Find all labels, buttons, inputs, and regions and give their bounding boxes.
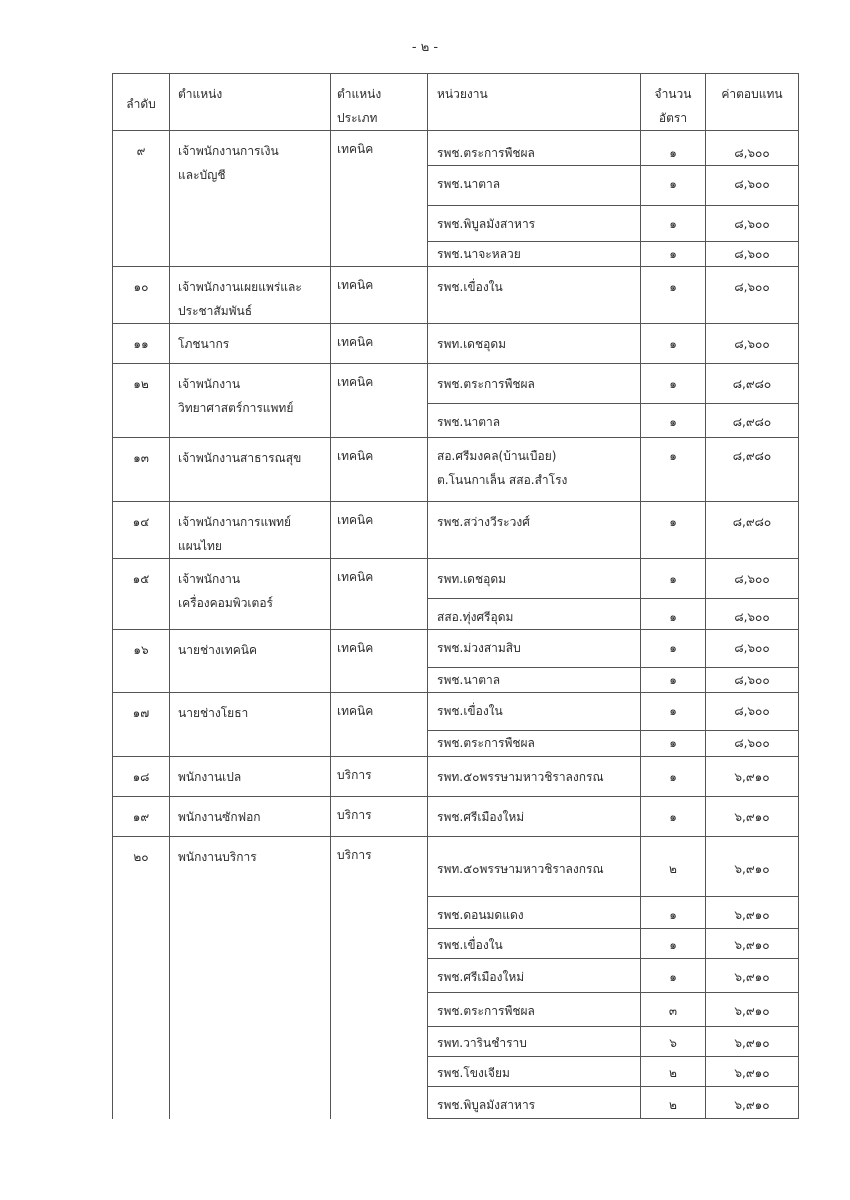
cell-unit	[428, 731, 641, 757]
cell-wage: ๘,๖๐๐	[706, 559, 799, 599]
cell-type: เทคนิค	[331, 131, 428, 267]
cell-wage: ๘,๖๐๐	[706, 630, 799, 668]
cell-unit	[428, 797, 641, 837]
position-line: เครื่องคอมพิวเตอร์	[178, 596, 273, 610]
unit-line: รพท.เดชอุดม	[437, 337, 507, 351]
cell-unit	[428, 959, 641, 993]
cell-no: ๑๐	[113, 267, 170, 324]
cell-unit	[428, 267, 641, 324]
cell-wage: ๖,๙๑๐	[706, 897, 799, 929]
cell-wage: ๖,๙๑๐	[706, 959, 799, 993]
cell-type: เทคนิค	[331, 693, 428, 757]
cell-wage: ๘,๖๐๐	[706, 242, 799, 267]
cell-no: ๑๘	[113, 757, 170, 797]
unit-line: รพช.นาตาล	[437, 673, 501, 687]
cell-wage: ๘,๖๐๐	[706, 599, 799, 630]
page-number: - ๒ -	[411, 40, 439, 55]
header-type-line: ประเภท	[337, 111, 378, 125]
position-line: นายช่างเทคนิค	[178, 643, 257, 657]
cell-unit	[428, 1087, 641, 1119]
cell-quota: ๑	[641, 242, 706, 267]
cell-no: ๑๓	[113, 438, 170, 502]
cell-unit	[428, 630, 641, 668]
position-line: วิทยาศาสตร์การแพทย์	[178, 401, 294, 415]
cell-quota: ๑	[641, 731, 706, 757]
table-row	[113, 797, 799, 837]
position-line: เจ้าพนักงานสาธารณสุข	[178, 451, 302, 465]
cell-unit	[428, 404, 641, 438]
cell-position	[170, 267, 331, 324]
cell-type: บริการ	[331, 757, 428, 797]
cell-quota: ๑	[641, 897, 706, 929]
position-line: ประชาสัมพันธ์	[178, 304, 253, 318]
header-type	[331, 74, 428, 131]
cell-wage: ๘,๖๐๐	[706, 324, 799, 364]
unit-line: รพท.เดชอุดม	[437, 572, 507, 586]
cell-quota: ๒	[641, 1057, 706, 1087]
cell-quota: ๑	[641, 668, 706, 693]
table-row	[113, 324, 799, 364]
unit-line: รพท.๕๐พรรษามหาวชิราลงกรณ	[437, 770, 604, 784]
unit-line: รพช.ศรีเมืองใหม่	[437, 810, 525, 824]
cell-wage: ๘,๖๐๐	[706, 267, 799, 324]
header-type-line: ตำแหน่ง	[337, 87, 382, 101]
table-row	[113, 438, 799, 502]
cell-no: ๑๑	[113, 324, 170, 364]
unit-line: รพช.ดอนมดแดง	[437, 908, 524, 922]
position-line: เจ้าพนักงานการแพทย์	[178, 515, 292, 529]
cell-quota: ๑	[641, 599, 706, 630]
position-line: แผนไทย	[178, 539, 222, 553]
cell-no: ๑๕	[113, 559, 170, 630]
cell-unit	[428, 837, 641, 897]
unit-line: รพช.เขื่องใน	[437, 704, 503, 718]
cell-unit	[428, 166, 641, 206]
cell-no: ๒๐	[113, 837, 170, 1119]
unit-line: รพช.ตระการพืชผล	[437, 377, 535, 391]
unit-line: ต.โนนกาเล็น สสอ.สำโรง	[437, 473, 568, 487]
cell-no: ๙	[113, 131, 170, 267]
cell-wage: ๖,๙๑๐	[706, 1027, 799, 1057]
table-row	[113, 502, 799, 559]
position-line: พนักงานบริการ	[178, 850, 257, 864]
cell-position	[170, 797, 331, 837]
cell-no: ๑๖	[113, 630, 170, 693]
header-position: ตำแหน่ง	[170, 74, 331, 131]
unit-line: รพช.พิบูลมังสาหาร	[437, 217, 536, 231]
unit-line: รพช.นาตาล	[437, 177, 501, 191]
table-row	[113, 630, 799, 668]
cell-unit	[428, 693, 641, 731]
cell-unit	[428, 206, 641, 242]
cell-quota: ๑	[641, 404, 706, 438]
cell-wage: ๖,๙๑๐	[706, 1087, 799, 1119]
table-row	[113, 364, 799, 404]
cell-quota: ๑	[641, 267, 706, 324]
unit-line: รพช.ม่วงสามสิบ	[437, 641, 521, 655]
cell-quota: ๓	[641, 993, 706, 1027]
cell-quota: ๖	[641, 1027, 706, 1057]
cell-wage: ๖,๙๑๐	[706, 837, 799, 897]
cell-wage: ๘,๖๐๐	[706, 166, 799, 206]
cell-type: บริการ	[331, 797, 428, 837]
cell-position	[170, 364, 331, 438]
unit-line: รพช.นาจะหลวย	[437, 247, 521, 261]
cell-position	[170, 438, 331, 502]
cell-wage: ๖,๙๑๐	[706, 993, 799, 1027]
unit-line: รพท.วารินชำราบ	[437, 1036, 527, 1050]
cell-position	[170, 324, 331, 364]
cell-position	[170, 837, 331, 1119]
position-line: โภชนากร	[178, 337, 230, 351]
table-header-row	[113, 74, 799, 131]
cell-wage: ๘,๙๘๐	[706, 404, 799, 438]
position-line: เจ้าพนักงานเผยแพร่และ	[178, 280, 302, 294]
cell-quota: ๑	[641, 438, 706, 502]
cell-quota: ๑	[641, 324, 706, 364]
cell-unit	[428, 668, 641, 693]
cell-wage: ๘,๖๐๐	[706, 131, 799, 166]
unit-line: รพช.สว่างวีระวงศ์	[437, 515, 530, 529]
header-quota-line: อัตรา	[658, 111, 688, 125]
cell-unit	[428, 1057, 641, 1087]
cell-position	[170, 693, 331, 757]
unit-line: รพช.พิบูลมังสาหาร	[437, 1098, 536, 1112]
cell-quota: ๑	[641, 131, 706, 166]
table-row	[113, 837, 799, 897]
cell-no: ๑๔	[113, 502, 170, 559]
cell-quota: ๑	[641, 559, 706, 599]
cell-wage: ๘,๖๐๐	[706, 731, 799, 757]
header-quota	[641, 74, 706, 131]
position-line: และบัญชี	[178, 168, 226, 182]
position-line: พนักงานซักฟอก	[178, 810, 261, 824]
cell-quota: ๒	[641, 837, 706, 897]
position-line: นายช่างโยธา	[178, 706, 249, 720]
cell-type: เทคนิค	[331, 267, 428, 324]
cell-quota: ๑	[641, 959, 706, 993]
cell-position	[170, 502, 331, 559]
cell-unit	[428, 897, 641, 929]
position-line: พนักงานเปล	[178, 770, 242, 784]
table-row	[113, 267, 799, 324]
cell-no: ๑๙	[113, 797, 170, 837]
cell-quota: ๑	[641, 757, 706, 797]
unit-line: สสอ.ทุ่งศรีอุดม	[437, 610, 514, 624]
cell-wage: ๘,๖๐๐	[706, 693, 799, 731]
cell-unit	[428, 502, 641, 559]
cell-quota: ๑	[641, 502, 706, 559]
cell-unit	[428, 242, 641, 267]
header-wage: ค่าตอบแทน	[706, 74, 799, 131]
cell-position	[170, 630, 331, 693]
cell-quota: ๒	[641, 1087, 706, 1119]
cell-wage: ๘,๙๘๐	[706, 364, 799, 404]
cell-wage: ๘,๖๐๐	[706, 668, 799, 693]
cell-type: เทคนิค	[331, 438, 428, 502]
unit-line: รพช.ตระการพืชผล	[437, 736, 535, 750]
cell-quota: ๑	[641, 630, 706, 668]
unit-line: สอ.ศรีมงคล(บ้านเบือย)	[437, 449, 557, 463]
cell-quota: ๑	[641, 206, 706, 242]
cell-unit	[428, 438, 641, 502]
cell-unit	[428, 1027, 641, 1057]
cell-no: ๑๒	[113, 364, 170, 438]
cell-wage: ๘,๖๐๐	[706, 206, 799, 242]
cell-unit	[428, 364, 641, 404]
cell-quota: ๑	[641, 797, 706, 837]
cell-position	[170, 559, 331, 630]
cell-unit	[428, 131, 641, 166]
unit-line: รพท.๕๐พรรษามหาวชิราลงกรณ	[437, 862, 604, 876]
position-line: เจ้าพนักงาน	[178, 377, 241, 391]
cell-no: ๑๗	[113, 693, 170, 757]
cell-unit	[428, 993, 641, 1027]
cell-quota: ๑	[641, 929, 706, 959]
header-unit: หน่วยงาน	[428, 74, 641, 131]
cell-unit	[428, 324, 641, 364]
cell-type: บริการ	[331, 837, 428, 1119]
cell-quota: ๑	[641, 166, 706, 206]
header-quota-line: จำนวน	[654, 87, 692, 101]
cell-unit	[428, 929, 641, 959]
position-line: เจ้าพนักงานการเงิน	[178, 144, 279, 158]
unit-line: รพช.นาตาล	[437, 415, 501, 429]
cell-wage: ๘,๙๘๐	[706, 438, 799, 502]
cell-quota: ๑	[641, 693, 706, 731]
cell-quota: ๑	[641, 364, 706, 404]
cell-type: เทคนิค	[331, 364, 428, 438]
positions-table	[112, 73, 799, 1119]
cell-type: เทคนิค	[331, 502, 428, 559]
cell-wage: ๖,๙๑๐	[706, 929, 799, 959]
cell-wage: ๖,๙๑๐	[706, 797, 799, 837]
cell-position	[170, 757, 331, 797]
cell-unit	[428, 599, 641, 630]
table-row	[113, 693, 799, 731]
table-row	[113, 559, 799, 599]
cell-type: เทคนิค	[331, 559, 428, 630]
cell-position	[170, 131, 331, 267]
table-body	[113, 74, 799, 1119]
cell-wage: ๖,๙๑๐	[706, 757, 799, 797]
unit-line: รพช.ตระการพืชผล	[437, 1004, 535, 1018]
cell-type: เทคนิค	[331, 324, 428, 364]
cell-type: เทคนิค	[331, 630, 428, 693]
cell-wage: ๖,๙๑๐	[706, 1057, 799, 1087]
unit-line: รพช.ศรีเมืองใหม่	[437, 970, 525, 984]
cell-wage: ๘,๙๘๐	[706, 502, 799, 559]
unit-line: รพช.ตระการพืชผล	[437, 146, 535, 160]
cell-unit	[428, 757, 641, 797]
header-no: ลำดับ	[113, 74, 170, 131]
unit-line: รพช.เขื่องใน	[437, 280, 503, 294]
unit-line: รพช.โขงเจียม	[437, 1066, 510, 1080]
unit-line: รพช.เขื่องใน	[437, 938, 503, 952]
table-row	[113, 757, 799, 797]
table-row	[113, 131, 799, 166]
cell-unit	[428, 559, 641, 599]
position-line: เจ้าพนักงาน	[178, 572, 241, 586]
